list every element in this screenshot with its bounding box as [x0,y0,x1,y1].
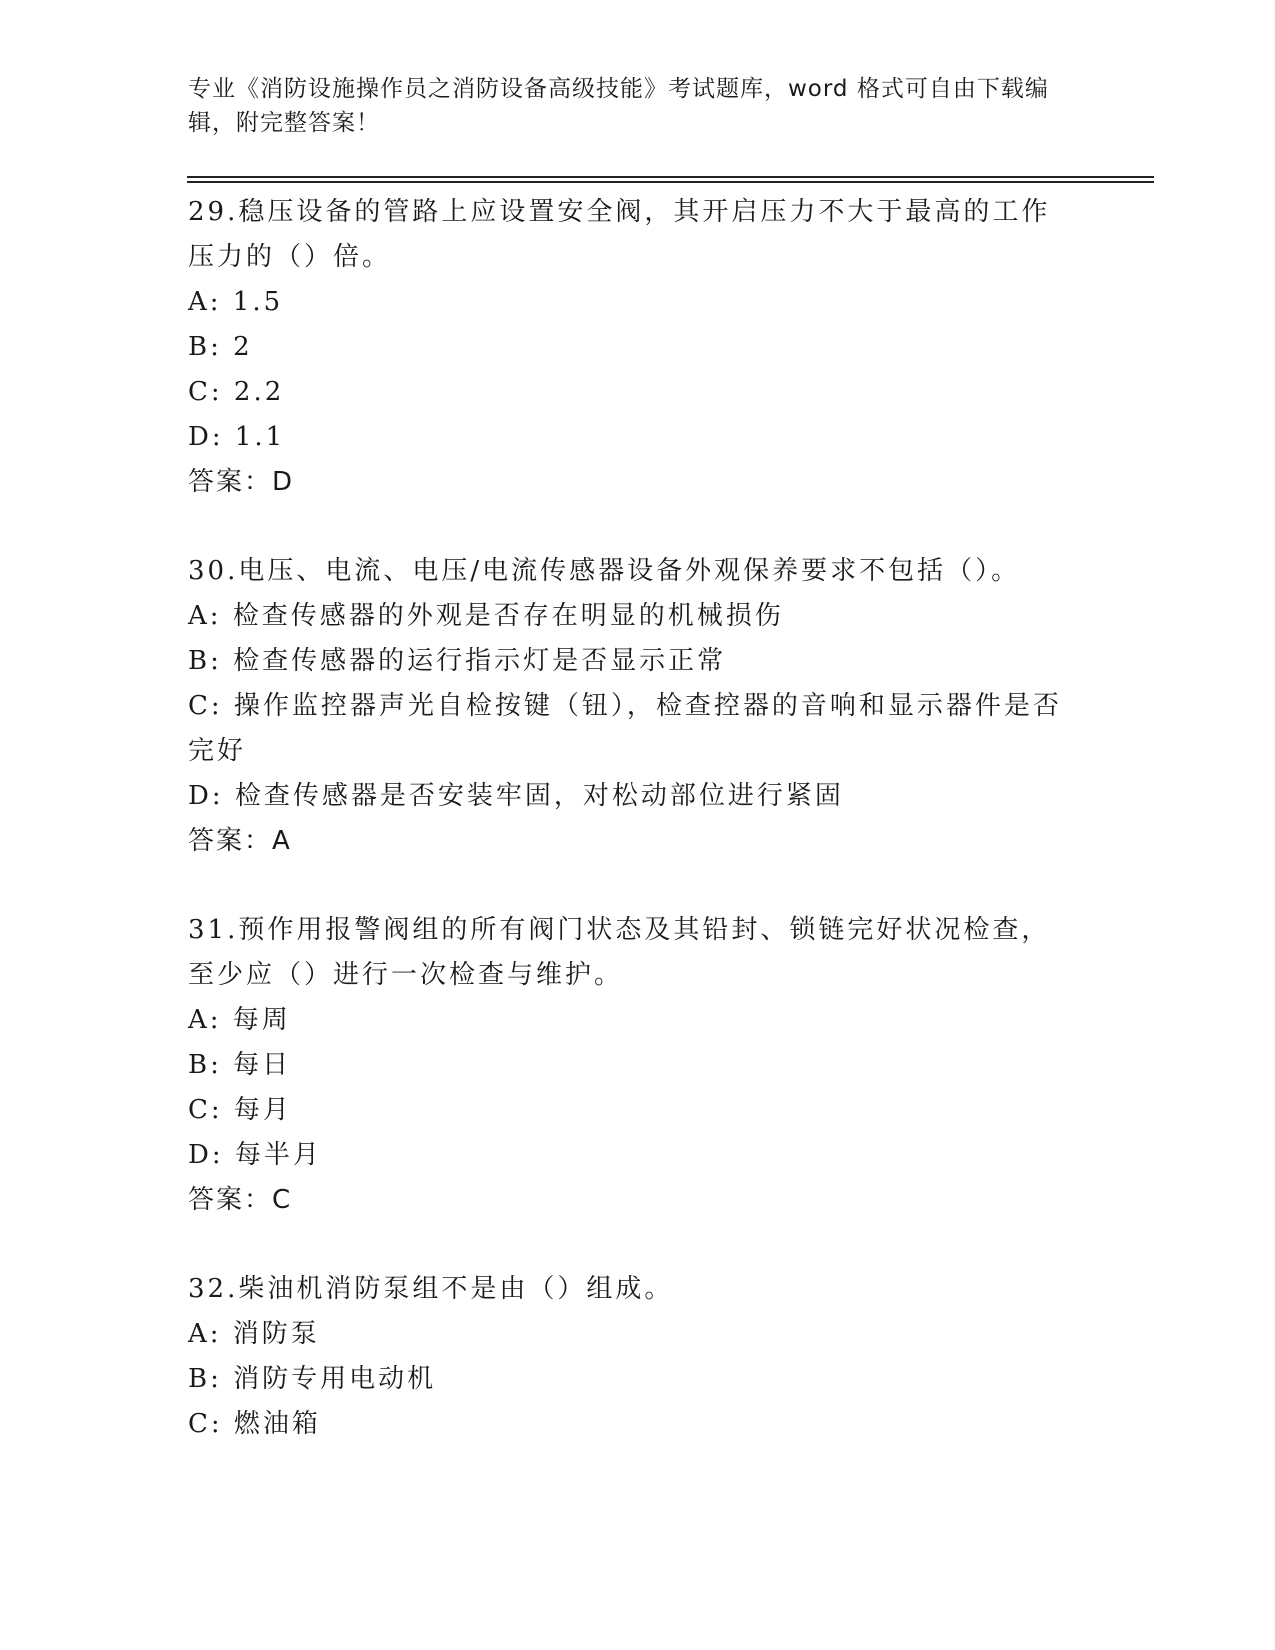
option-d: D: 每半月 [188,1140,322,1170]
question-stem: 32.柴油机消防泵组不是由（）组成。 [188,1274,674,1304]
option-c: C: 每月 [188,1095,292,1125]
question-31 [188,908,1068,1223]
question-32 [188,1267,1068,1447]
header-divider-top [187,176,1154,178]
option-a: A: 每周 [188,1005,291,1035]
question-list [188,190,1068,1491]
document-header: 专业《消防设施操作员之消防设备高级技能》考试题库，word 格式可自由下载编辑，附完整答案！ [188,76,1049,136]
option-c: C: 操作监控器声光自检按键（钮），检查控器的音响和显示器件是否完好 [188,691,1062,766]
question-stem: 30.电压、电流、电压/电流传感器设备外观保养要求不包括（）。 [188,556,1021,586]
option-b: B: 检查传感器的运行指示灯是否显示正常 [188,646,727,676]
option-d: D: 1.1 [188,422,286,452]
answer: 答案：A [188,826,292,856]
answer: 答案：C [188,1185,293,1215]
option-a: A: 检查传感器的外观是否存在明显的机械损伤 [188,601,784,631]
option-b: B: 2 [188,332,253,362]
option-c: C: 2.2 [188,377,285,407]
option-a: A: 1.5 [188,287,284,317]
option-a: A: 消防泵 [188,1319,320,1349]
question-29 [188,190,1068,505]
option-b: B: 消防专用电动机 [188,1364,437,1394]
option-d: D: 检查传感器是否安装牢固，对松动部位进行紧固 [188,781,844,811]
header-divider-bottom [187,181,1154,183]
question-30 [188,549,1068,864]
option-c: C: 燃油箱 [188,1409,321,1439]
question-stem: 31.预作用报警阀组的所有阀门状态及其铅封、锁链完好状况检查，至少应（）进行一次检查与维护。 [188,915,1051,990]
question-stem: 29.稳压设备的管路上应设置安全阀，其开启压力不大于最高的工作压力的（）倍。 [188,197,1051,272]
option-b: B: 每日 [188,1050,292,1080]
answer: 答案：D [188,467,295,497]
